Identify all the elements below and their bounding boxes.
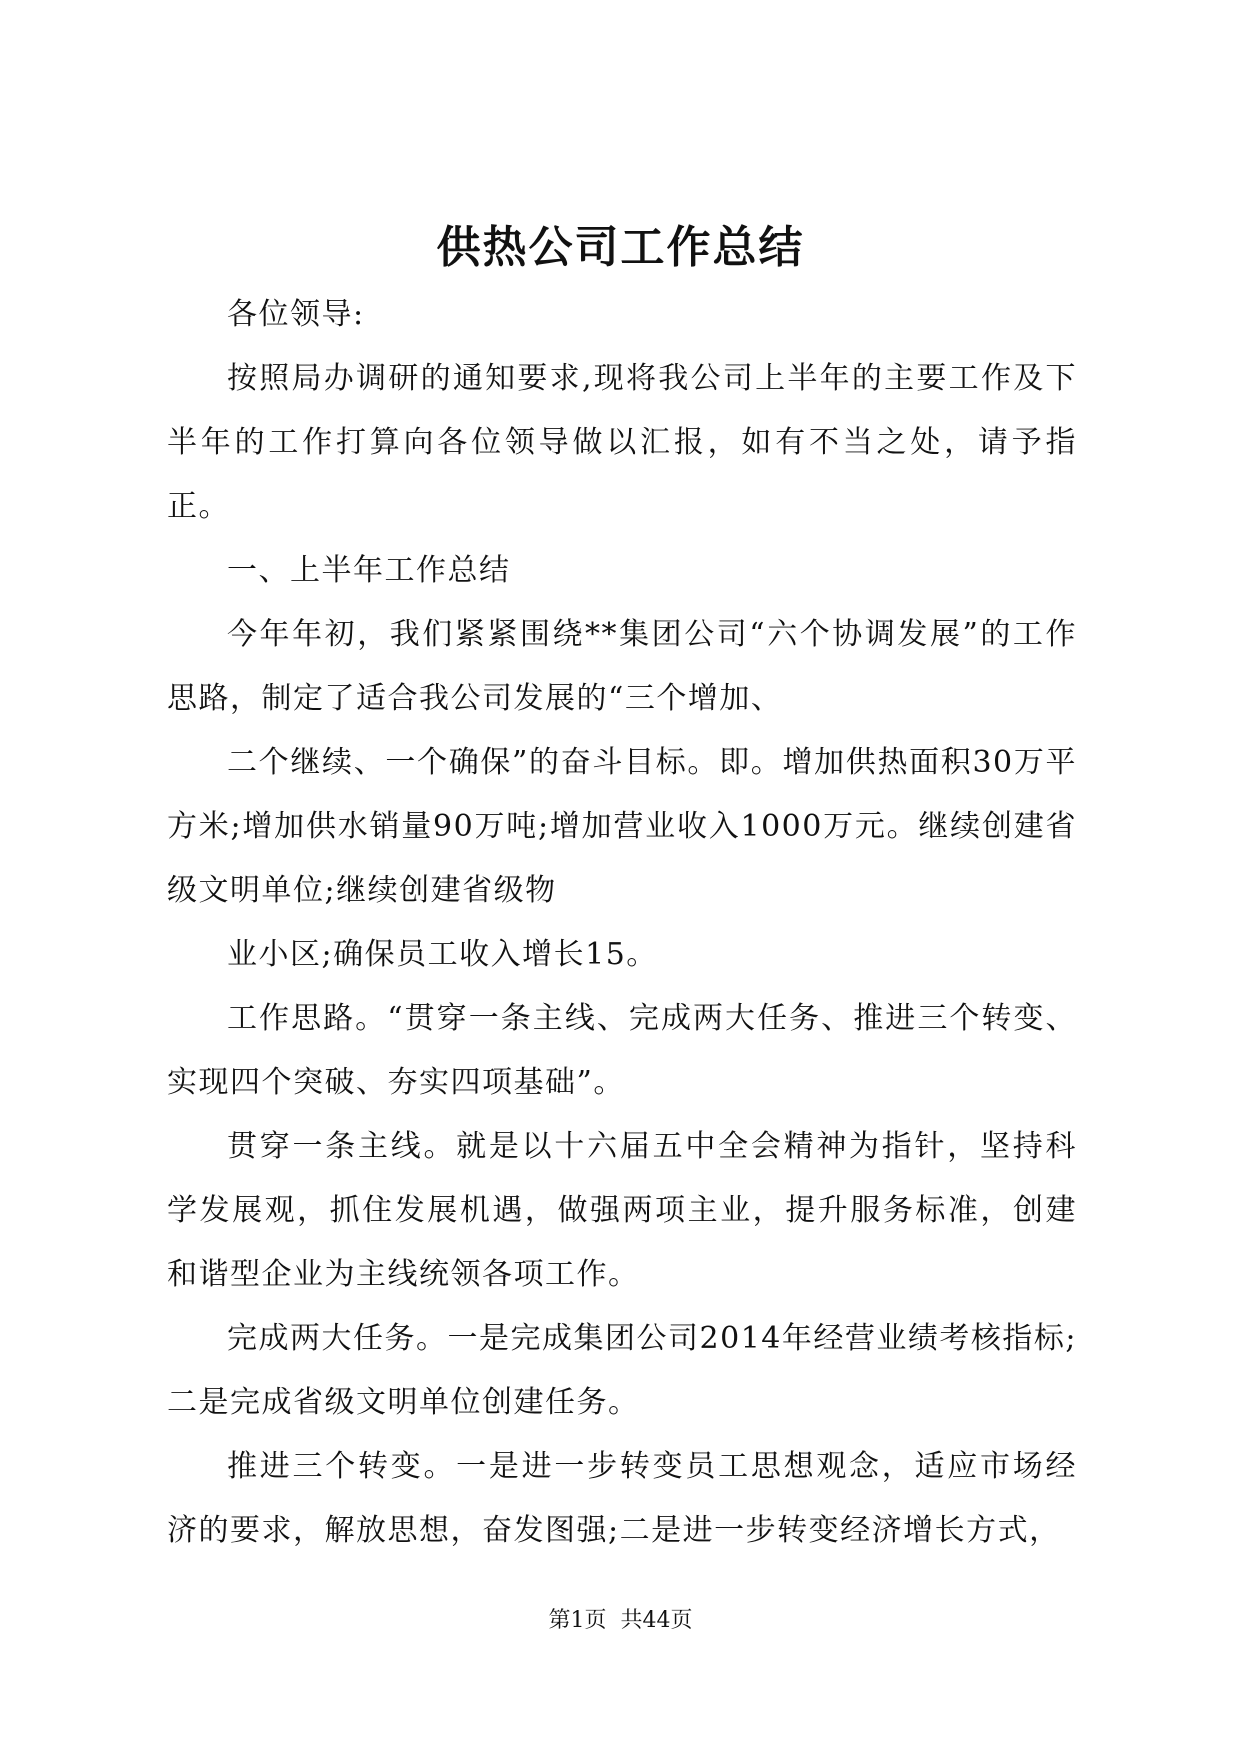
paragraph: 业小区;确保员工收入增长15。	[227, 937, 658, 972]
page-number: 第1页 共44页	[548, 1608, 693, 1633]
paragraph: 推进三个转变。一是进一步转变员工思想观念，适应市场经济的要求，解放思想，奋发图强;二是进一步转变经济增长方式，	[167, 1449, 1077, 1548]
paragraph: 贯穿一条主线。就是以十六届五中全会精神为指针，坚持科学发展观，抓住发展机遇，做强两项主业，提升服务标准，创建和谐型企业为主线统领各项工作。	[167, 1129, 1077, 1292]
paragraph: 工作思路。“贯穿一条主线、完成两大任务、推进三个转变、实现四个突破、夯实四项基础”。	[167, 1001, 1077, 1100]
paragraph: 完成两大任务。一是完成集团公司2014年经营业绩考核指标;二是完成省级文明单位创建任务。	[167, 1321, 1077, 1420]
section-heading: 一、上半年工作总结	[227, 553, 511, 588]
paragraph-salutation: 各位领导:	[227, 297, 365, 332]
document-body	[167, 283, 1077, 1563]
paragraph-intro: 按照局办调研的通知要求,现将我公司上半年的主要工作及下半年的工作打算向各位领导做以汇报，如有不当之处，请予指正。	[167, 361, 1077, 524]
paragraph: 今年年初，我们紧紧围绕**集团公司“六个协调发展”的工作思路，制定了适合我公司发展的“三个增加、	[167, 617, 1077, 716]
page-footer	[0, 1606, 1241, 1636]
paragraph: 二个继续、一个确保”的奋斗目标。即。增加供热面积30万平方米;增加供水销量90万吨;增加营业收入1000万元。继续创建省级文明单位;继续创建省级物	[167, 745, 1077, 908]
document-title: 供热公司工作总结	[436, 222, 805, 273]
